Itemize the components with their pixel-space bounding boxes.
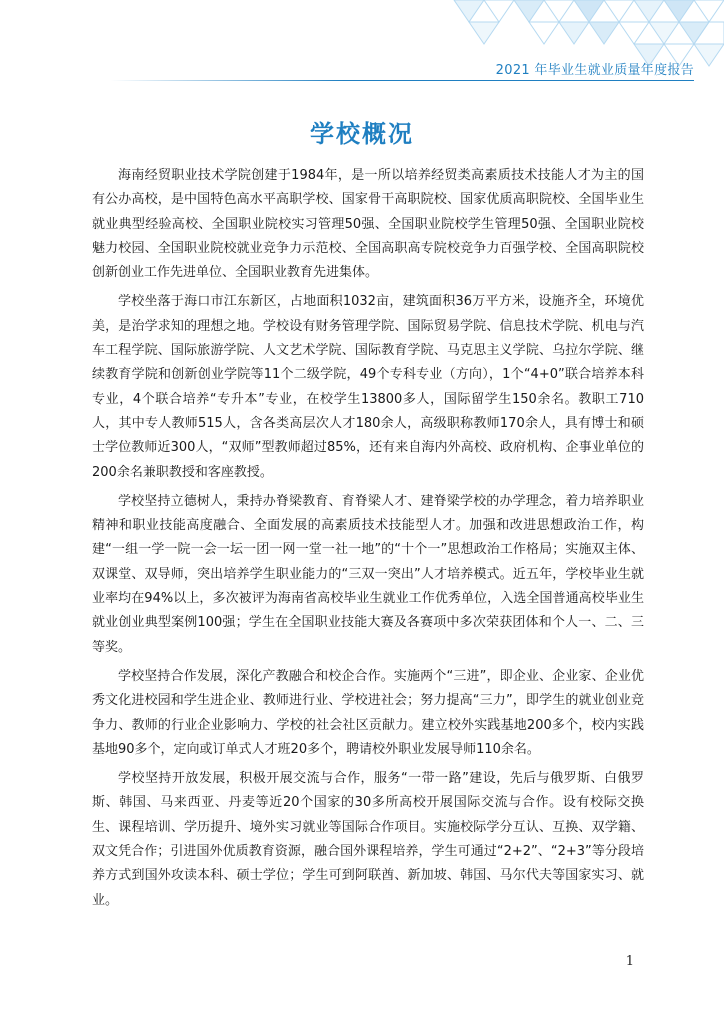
body-text [92,164,644,918]
paragraph-campus: 学校坐落于海口市江东新区，占地面积1032亩，建筑面积36万平方米，设施齐全，环境优美，是治学求知的理想之地。学校设有财务管理学院、国际贸易学院、信息技术学院、机电与汽车工程学院、国际旅游学院、人文艺术学院、国际教育学院、马克思主义学院、乌拉尔学院、继续教育学院和创新创业学院等11个二级学院，49个专科专业（方向），1个“4+0”联合培养本科专业，4个联合培养“专升本”专业，在校学生13800多人，国际留学生150余名。教职工710人，其中专人教师515人，含各类高层次人才180余人，高级职称教师170余人，具有博士和硕士学位教师近300人，“双师”型教师超过85%，还有来自海内外高校、政府机构、企事业单位的200余名兼职教授和客座教授。 [92,294,644,480]
header-divider [110,80,694,81]
page-title: 学校概况 [310,120,414,148]
page-number: 1 [625,954,634,969]
paragraph-intro: 海南经贸职业技术学院创建于1984年，是一所以培养经贸类高素质技术技能人才为主的国有公办高校，是中国特色高水平高职学校、国家骨干高职院校、国家优质高职院校、全国毕业生就业典型经验高校、全国职业院校实习管理50强、全国职业院校学生管理50强、全国职业院校魅力校园、全国职业院校就业竞争力示范校、全国高职高专院校竞争力百强学校、全国高职院校创新创业工作先进单位、全国职业教育先进集体。 [92,168,644,281]
paragraph-cooperation: 学校坚持合作发展，深化产教融合和校企合作。实施两个“三进”，即企业、企业家、企业优秀文化进校园和学生进企业、教师进行业、学校进社会；努力提高“三力”，即学生的就业创业竞争力、教师的行业企业影响力、学校的社会社区贡献力。建立校外实践基地200多个，校内实践基地90多个，定向或订单式人才班20多个，聘请校外职业发展导师110余名。 [92,668,644,757]
paragraph-education: 学校坚持立德树人，秉持办脊梁教育、育脊梁人才、建脊梁学校的办学理念，着力培养职业精神和职业技能高度融合、全面发展的高素质技术技能型人才。加强和改进思想政治工作，构建“一组一学一院一会一坛一团一网一堂一社一地”的“十个一”思想政治工作格局；实施双主体、双课堂、双导师，突出培养学生职业能力的“三双一突出”人才培养模式。近五年，学校毕业生就业率均在94%以上，多次被评为海南省高校毕业生就业工作优秀单位，入选全国普通高校毕业生就业创业典型案例100强；学生在全国职业技能大赛及各赛项中多次荣获团体和个人一、二、三等奖。 [92,493,644,655]
paragraph-international: 学校坚持开放发展，积极开展交流与合作，服务“一带一路”建设，先后与俄罗斯、白俄罗斯、韩国、马来西亚、丹麦等近20个国家的30多所高校开展国际交流与合作。设有校际交换生、课程培训、学历提升、境外实习就业等国际合作项目。实施校际学分互认、互换、双学籍、双文凭合作；引进国外优质教育资源，融合国外课程培养，学生可通过“2+2”、“2+3”等分段培养方式到国外攻读本科、硕士学位；学生可到阿联酋、新加坡、韩国、马尔代夫等国家实习、就业。 [92,771,644,908]
report-header-title: 2021 年毕业生就业质量年度报告 [495,63,694,78]
